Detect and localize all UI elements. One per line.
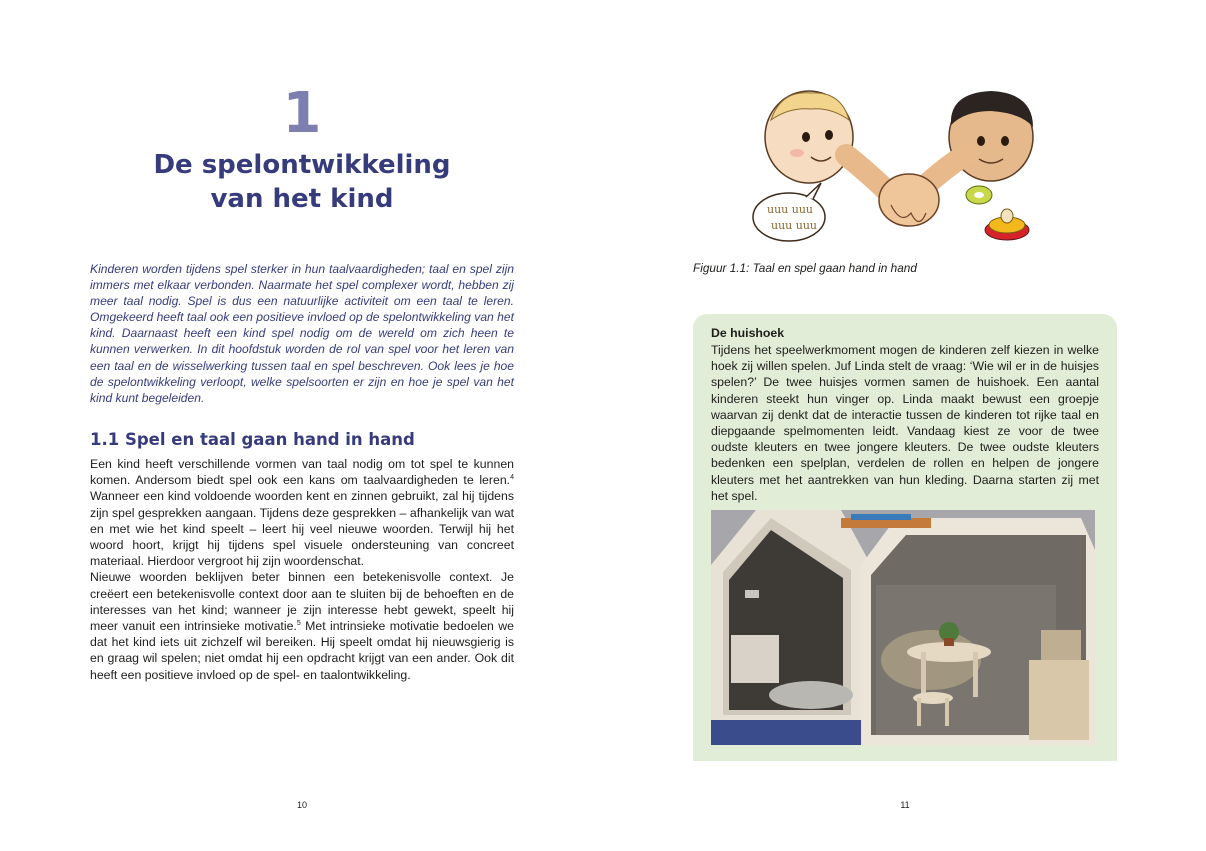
play-houses-photo [711, 510, 1095, 745]
box-title: De huishoek [711, 326, 785, 340]
figure-caption: Figuur 1.1: Taal en spel gaan hand in hand [693, 261, 917, 275]
svg-text:uuu uuu: uuu uuu [771, 219, 818, 232]
paragraph-1-text-b: Wanneer een kind voldoende woorden kent en zinnen gebruikt, zal hij tijdens zijn spel gesprekken aangaan. Tijdens deze gesprekken – afhankelijk van wat en met wie het kind speelt – leert hij veel nieuwe woorden. Terwijl hij het woord hoort, krijgt hij tijdens spel visuele ondersteuning van concreet materiaal. Hierdoor vergroot hij zijn woordenschat. [90, 489, 514, 569]
paragraph-2-text-b: Met intrinsieke motivatie bedoelen we dat het kind iets uit zichzelf wil bereiken. Hij speelt omdat hij nieuwsgierig is en graag wil spelen; niet omdat hij een opdracht krijgt van een ander. Ook dit heeft een positieve invloed op de spel- en taalontwikkeling. [90, 619, 514, 682]
box-text: Tijdens het speelwerkmoment mogen de kinderen zelf kiezen in welke hoek zij willen spelen. Juf Linda stelt de vraag: ‘Wie wil er in de huisjes spelen?’ De twee huisjes vormen samen de huishoek. Een aantal kinderen steekt hun vinger op. Linda maakt bewust een groepje waarvan zij denkt dat de interactie tussen de kinderen tot rijke taal en diepgaande spelmomenten leidt. Vandaag kiest ze voor de twee oudste kleuters en twee jongere kleuters. De twee oudste kleuters bedenken een spelplan, verdelen de rollen en helpen de jongere kleuters met het aantrekken van hun kleding. Daarna starten zij met het spel. [711, 343, 1099, 503]
footnote-ref-5[interactable]: 5 [296, 619, 301, 627]
paragraph-1-text-a: Een kind heeft verschillende vormen van taal nodig om tot spel te kunnen komen. Andersom biedt spel ook een kans om taalvaardigheden te leren. [90, 457, 514, 488]
section-heading: 1.1 Spel en taal gaan hand in hand [90, 430, 415, 449]
paragraph-1 [90, 456, 514, 569]
footnote-ref-4[interactable]: 4 [510, 474, 514, 482]
chapter-number: 1 [282, 81, 322, 146]
chapter-title-line2: van het kind [210, 184, 394, 214]
right-page [603, 0, 1206, 851]
case-example-box [693, 314, 1117, 761]
children-handshake-illustration [751, 85, 1051, 253]
section-body [90, 456, 514, 683]
page-number-left: 10 [296, 800, 307, 810]
paragraph-2-text-a: Nieuwe woorden beklijven beter binnen een betekenisvolle context. Je creëert een betekenisvolle context door aan te sluiten bij de behoeften en de interesses van het kind; wanneer je zijn interesse hebt gewekt, speelt hij meer vanuit een intrinsieke motivatie. [90, 570, 514, 634]
chapter-title-line1: De spelontwikkeling [153, 150, 451, 180]
paragraph-2 [90, 569, 514, 682]
chapter-intro: Kinderen worden tijdens spel sterker in hun taalvaardigheden; taal en spel zijn immers met elkaar verbonden. Naarmate het spel complexer wordt, hebben zij meer taal nodig. Spel is dus een natuurlijke activiteit om een taal te leren. Omgekeerd heeft taal ook een positieve invloed op de spelontwikkeling van het kind. Daarnaast heeft een kind spel nodig om de wereld om zich heen te kunnen verwerken. In dit hoofdstuk worden de rol van spel voor het leren van een taal en de wisselwerking tussen taal en spel beschreven. Ook lees je hoe de spelontwikkeling verloopt, welke spelsoorten er zijn en hoe je spel van het kind kunt begeleiden. [90, 262, 514, 405]
chapter-title [90, 148, 514, 216]
page-number-right: 11 [900, 800, 910, 810]
speech-bubble-scribble: uuu uuu [767, 203, 814, 216]
